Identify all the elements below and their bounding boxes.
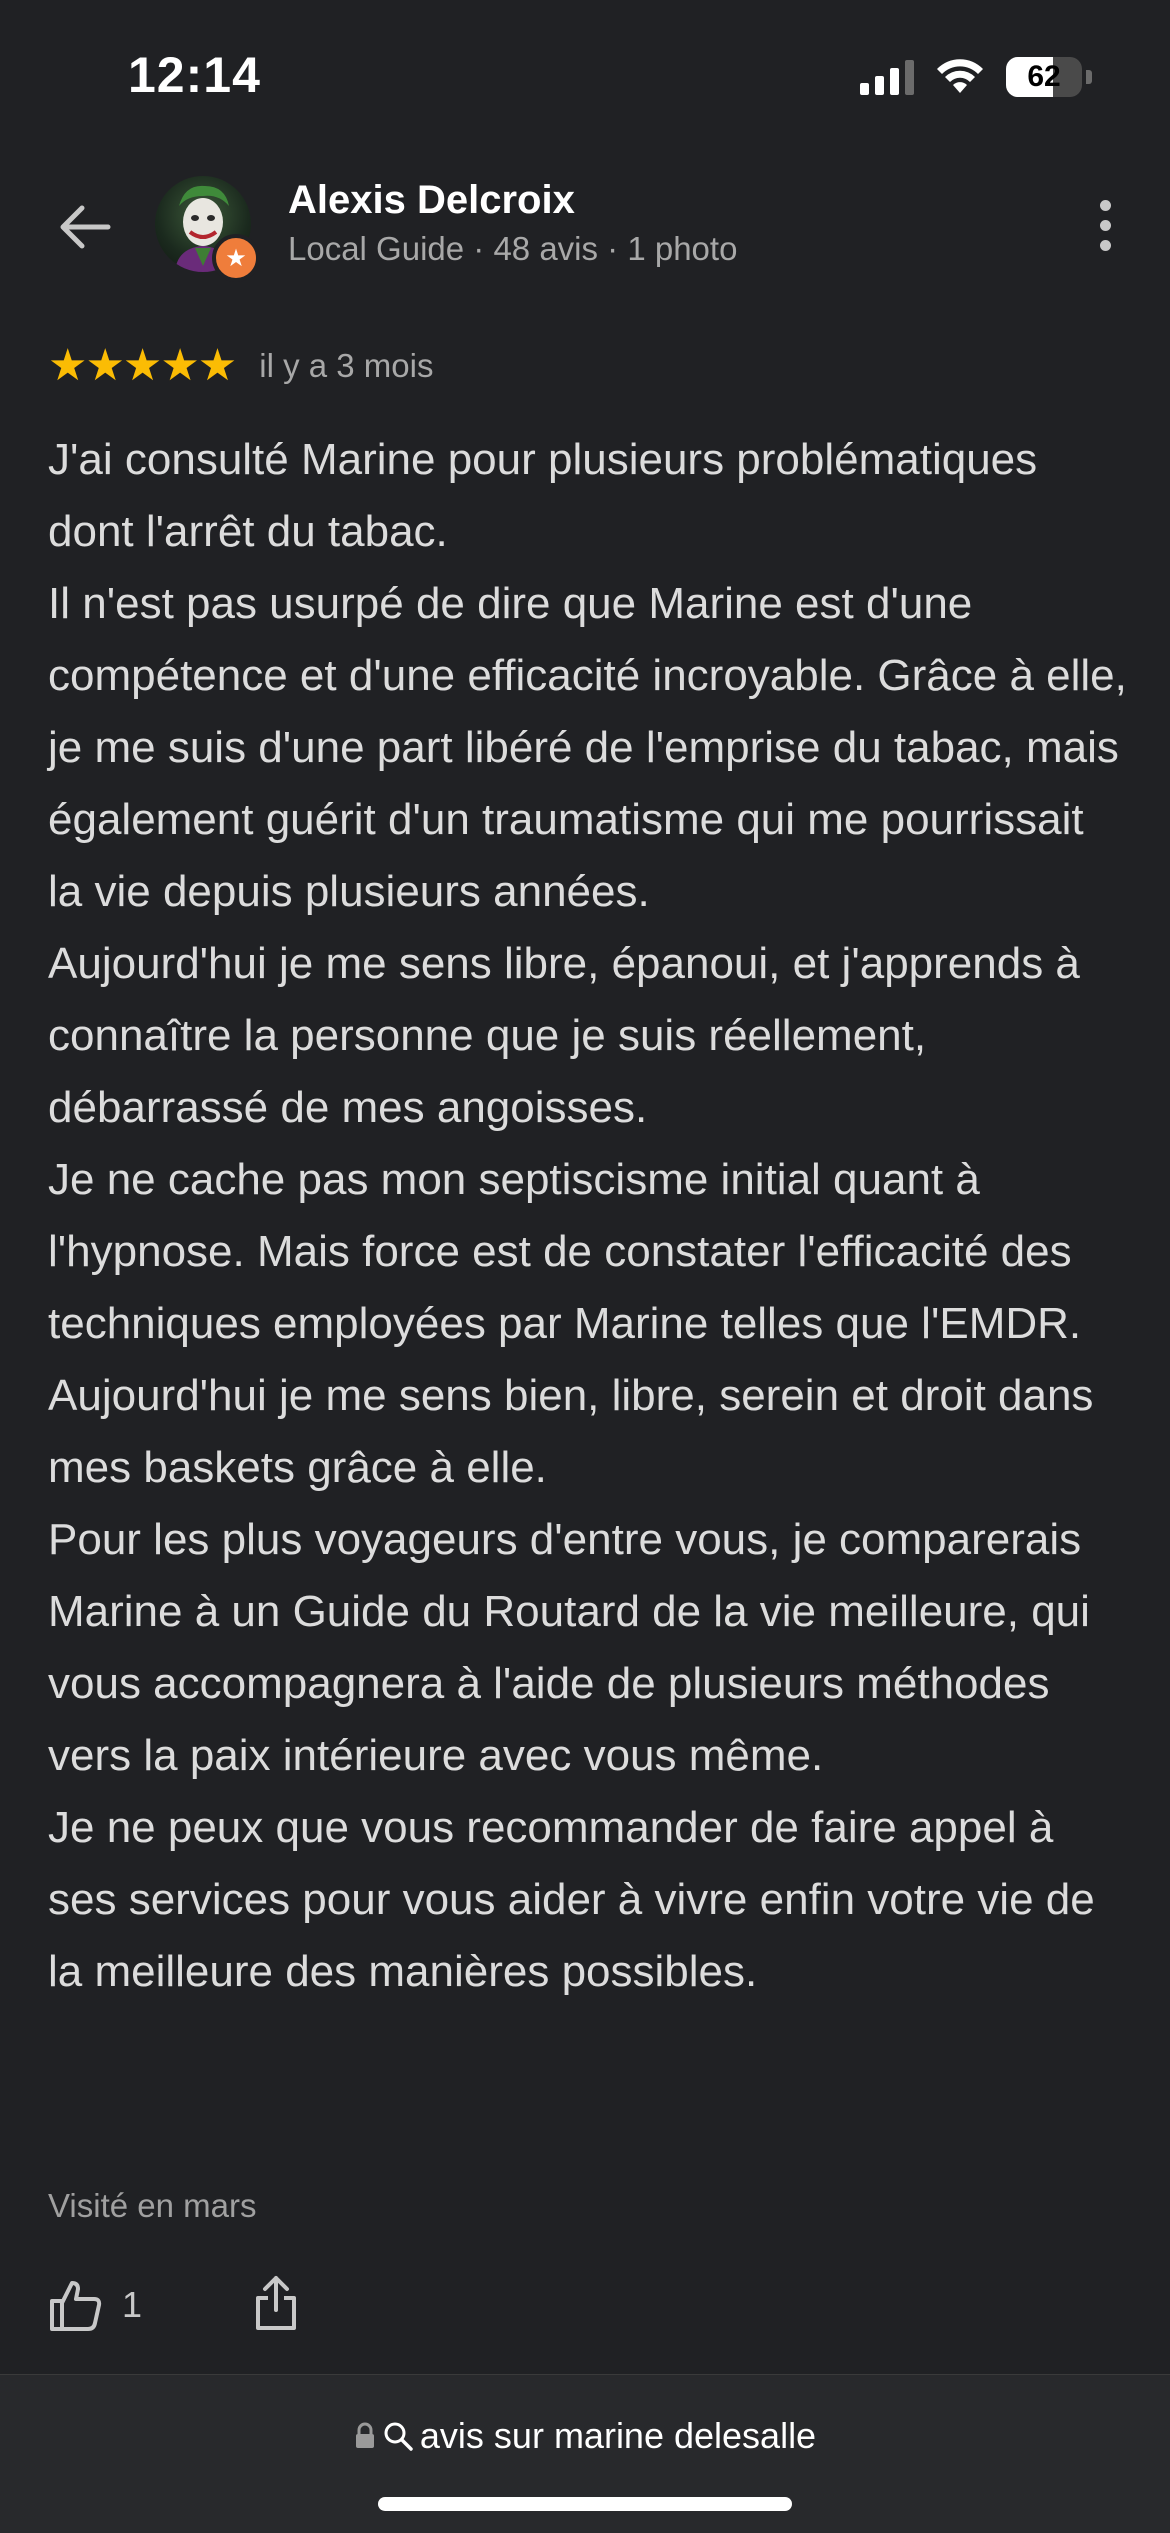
like-count: 1 [122, 2284, 143, 2325]
search-icon [382, 2420, 414, 2452]
browser-bar [0, 2374, 1170, 2533]
home-indicator[interactable] [378, 2497, 792, 2511]
address-bar[interactable] [0, 2415, 1170, 2457]
thumbs-up-icon [48, 2277, 104, 2333]
review-paragraph: Pour les plus voyageurs d'entre vous, je comparerais Marine à un Guide du Routard de la vie meilleure, qui vous accompagnera à l'aide de plusieurs méthodes vers la paix intérieure avec vous même. [48, 1515, 1090, 1780]
review-text [48, 424, 1128, 2008]
review-date: il y a 3 mois [259, 346, 434, 384]
back-button[interactable] [50, 192, 120, 262]
rating-row [48, 340, 434, 390]
status-bar [0, 0, 1170, 140]
reviewer-meta: Local Guide · 48 avis · 1 photo [288, 230, 738, 267]
battery-icon [1006, 57, 1082, 97]
share-button[interactable] [252, 2274, 300, 2337]
url-text[interactable]: avis sur marine delesalle [419, 2415, 817, 2456]
battery-tip [1086, 70, 1092, 84]
review-paragraph: Il n'est pas usurpé de dire que Marine est d'une compétence et d'une efficacité incroyable. Grâce à elle, je me suis d'une part libéré de l'emprise du tabac, mais également guérit d'un traumatisme qui me pourrissait la vie depuis plusieurs années. [48, 579, 1127, 916]
more-vertical-icon-dot [1100, 240, 1111, 251]
more-vertical-icon-dot [1100, 220, 1111, 231]
like-button[interactable] [48, 2277, 142, 2333]
review-paragraph: Je ne peux que vous recommander de faire appel à ses services pour vous aider à vivre enfin votre vie de la meilleure des manières possibles. [48, 1803, 1095, 1996]
review-paragraph: Aujourd'hui je me sens libre, épanoui, et j'apprends à connaître la personne que je suis réellement, débarrassé de mes angoisses. [48, 939, 1080, 1132]
local-guide-star-icon: ★ [212, 234, 260, 282]
review-paragraph: J'ai consulté Marine pour plusieurs problématiques dont l'arrêt du tabac. [48, 435, 1038, 556]
reviewer-name[interactable]: Alexis Delcroix [288, 178, 575, 222]
lock-icon [354, 2422, 376, 2450]
share-icon [252, 2274, 300, 2332]
review-header [0, 150, 1170, 300]
review-actions [48, 2270, 300, 2340]
more-vertical-icon [1100, 200, 1111, 211]
visited-date: Visité en mars [48, 2187, 257, 2224]
review-paragraph: Aujourd'hui je me sens bien, libre, serein et droit dans mes baskets grâce à elle. [48, 1371, 1094, 1492]
more-options-button[interactable] [1080, 190, 1130, 260]
arrow-left-icon [58, 204, 112, 250]
star-rating: ★★★★★ [48, 340, 236, 390]
status-icons [860, 52, 1092, 102]
wifi-icon [936, 59, 984, 95]
battery-level: 62 [1027, 60, 1061, 93]
review-paragraph: Je ne cache pas mon septiscisme initial quant à l'hypnose. Mais force est de constater l'efficacité des techniques employées par Marine telles que l'EMDR. [48, 1155, 1082, 1348]
status-time: 12:14 [128, 47, 261, 103]
cellular-signal-icon [860, 59, 914, 95]
